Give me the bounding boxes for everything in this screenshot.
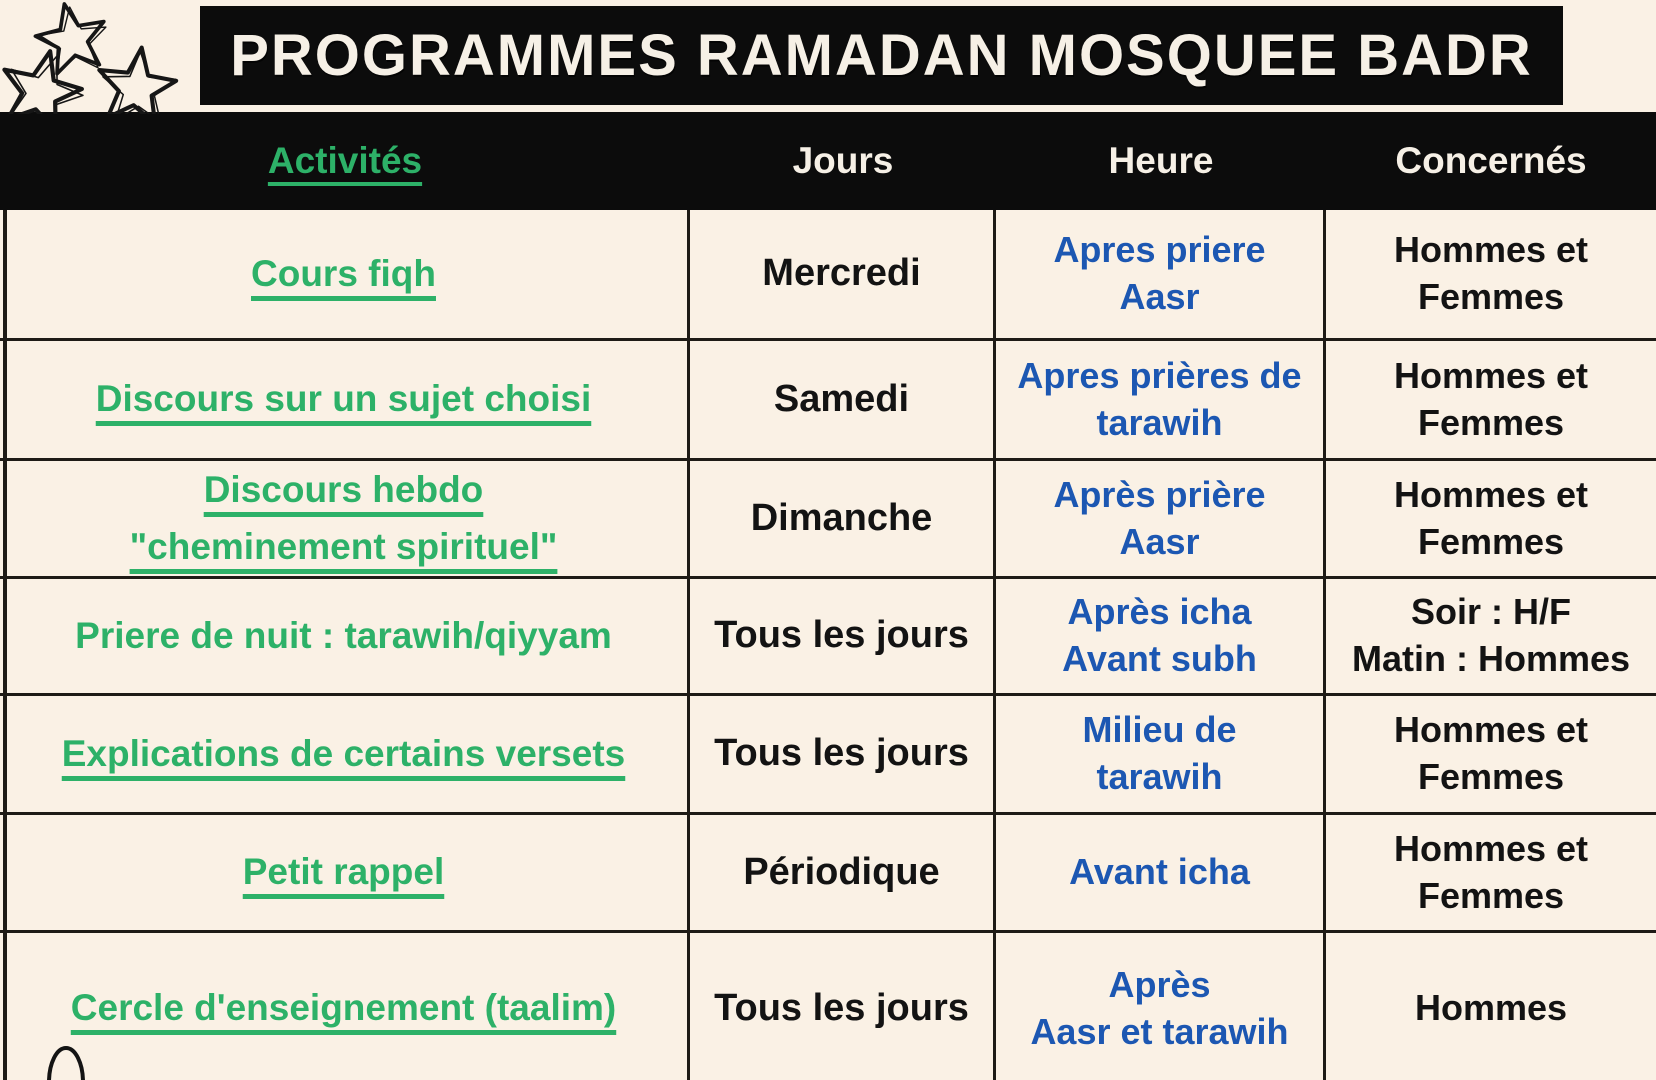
- cell-concernes: [1326, 579, 1656, 693]
- table-row: [0, 812, 1656, 930]
- cell-jours: [690, 933, 996, 1080]
- heure-line: Après: [1108, 963, 1211, 1005]
- activity-label: Priere de nuit : tarawih/qiyyam: [75, 614, 612, 656]
- table-body: [0, 210, 1656, 1080]
- table-row: [0, 458, 1656, 576]
- cell-concernes: [1326, 815, 1656, 930]
- cell-heure: [996, 696, 1326, 812]
- cell-concernes: [1326, 933, 1656, 1080]
- cell-activite: [0, 461, 690, 576]
- cell-activite: [0, 341, 690, 458]
- concernes-line: Hommes: [1414, 987, 1568, 1029]
- activity-label: Cercle d'enseignement (taalim): [70, 987, 617, 1029]
- header-activites: Activités: [267, 140, 423, 181]
- jours-label: Tous les jours: [714, 986, 969, 1029]
- table-row: [0, 338, 1656, 458]
- activity-label: Explications de certains versets: [61, 732, 626, 774]
- cell-activite: [0, 696, 690, 812]
- jours-label: Dimanche: [750, 496, 933, 539]
- poster-top-area: [0, 0, 1656, 112]
- activity-label: "cheminement spirituel": [129, 526, 558, 567]
- concernes-line: Hommes et: [1393, 229, 1589, 271]
- header-heure: Heure: [1108, 140, 1214, 181]
- cell-activite: [0, 815, 690, 930]
- heure-line: Aasr: [1119, 276, 1200, 317]
- cell-concernes: [1326, 341, 1656, 458]
- cell-heure: [996, 815, 1326, 930]
- concernes-line: Femmes: [1417, 756, 1565, 797]
- cell-jours: [690, 815, 996, 930]
- heure-line: Après prière: [1053, 473, 1266, 515]
- heure-line: tarawih: [1096, 756, 1223, 797]
- heure-line: Avant subh: [1062, 638, 1257, 679]
- cell-activite: [0, 579, 690, 693]
- cell-heure: [996, 341, 1326, 458]
- cell-concernes: [1326, 210, 1656, 338]
- activity-label: Discours sur un sujet choisi: [95, 378, 592, 420]
- cell-heure: [996, 579, 1326, 693]
- cell-activite: [0, 933, 690, 1080]
- jours-label: Samedi: [773, 377, 910, 420]
- concernes-line: Hommes et: [1393, 473, 1589, 515]
- concernes-line: Soir : H/F: [1411, 591, 1571, 633]
- heure-line: Apres priere: [1053, 229, 1266, 271]
- header-concernes: Concernés: [1395, 140, 1587, 181]
- heure-line: Aasr et tarawih: [1030, 1010, 1289, 1052]
- jours-label: Tous les jours: [714, 732, 969, 775]
- cell-jours: [690, 579, 996, 693]
- heure-line: Avant icha: [1069, 851, 1250, 893]
- table-header-row: [0, 112, 1656, 210]
- balloon-doodle-icon: [42, 1042, 92, 1080]
- cell-heure: [996, 933, 1326, 1080]
- heure-line: Apres prières de: [1017, 354, 1302, 396]
- cell-jours: [690, 461, 996, 576]
- concernes-line: Femmes: [1417, 520, 1565, 562]
- concernes-line: Femmes: [1417, 401, 1565, 443]
- activity-label: Discours hebdo: [203, 468, 484, 510]
- concernes-line: Hommes et: [1393, 354, 1589, 396]
- concernes-line: Matin : Hommes: [1351, 638, 1631, 679]
- table-row: [0, 930, 1656, 1080]
- table-row: [0, 693, 1656, 812]
- cell-concernes: [1326, 696, 1656, 812]
- concernes-line: Femmes: [1417, 276, 1565, 317]
- title-banner: [200, 6, 1563, 105]
- activity-label: Petit rappel: [242, 851, 445, 893]
- jours-label: Tous les jours: [714, 614, 969, 657]
- cell-jours: [690, 210, 996, 338]
- cell-heure: [996, 461, 1326, 576]
- page-title: PROGRAMMES RAMADAN MOSQUEE BADR: [230, 23, 1533, 88]
- concernes-line: Femmes: [1417, 874, 1565, 916]
- table-row: [0, 210, 1656, 338]
- jours-label: Périodique: [743, 850, 940, 893]
- heure-line: Après icha: [1067, 591, 1252, 633]
- heure-line: tarawih: [1096, 401, 1223, 443]
- activity-label: Cours fiqh: [251, 252, 436, 294]
- concernes-line: Hommes et: [1393, 709, 1589, 751]
- cell-jours: [690, 696, 996, 812]
- table-row: [0, 576, 1656, 693]
- cell-concernes: [1326, 461, 1656, 576]
- cell-activite: [0, 210, 690, 338]
- heure-line: Aasr: [1119, 520, 1200, 562]
- stars-decoration-icon: [0, 0, 212, 114]
- cell-jours: [690, 341, 996, 458]
- cell-heure: [996, 210, 1326, 338]
- jours-label: Mercredi: [762, 252, 921, 295]
- heure-line: Milieu de: [1082, 709, 1237, 751]
- concernes-line: Hommes et: [1393, 827, 1589, 869]
- header-jours: Jours: [792, 140, 894, 181]
